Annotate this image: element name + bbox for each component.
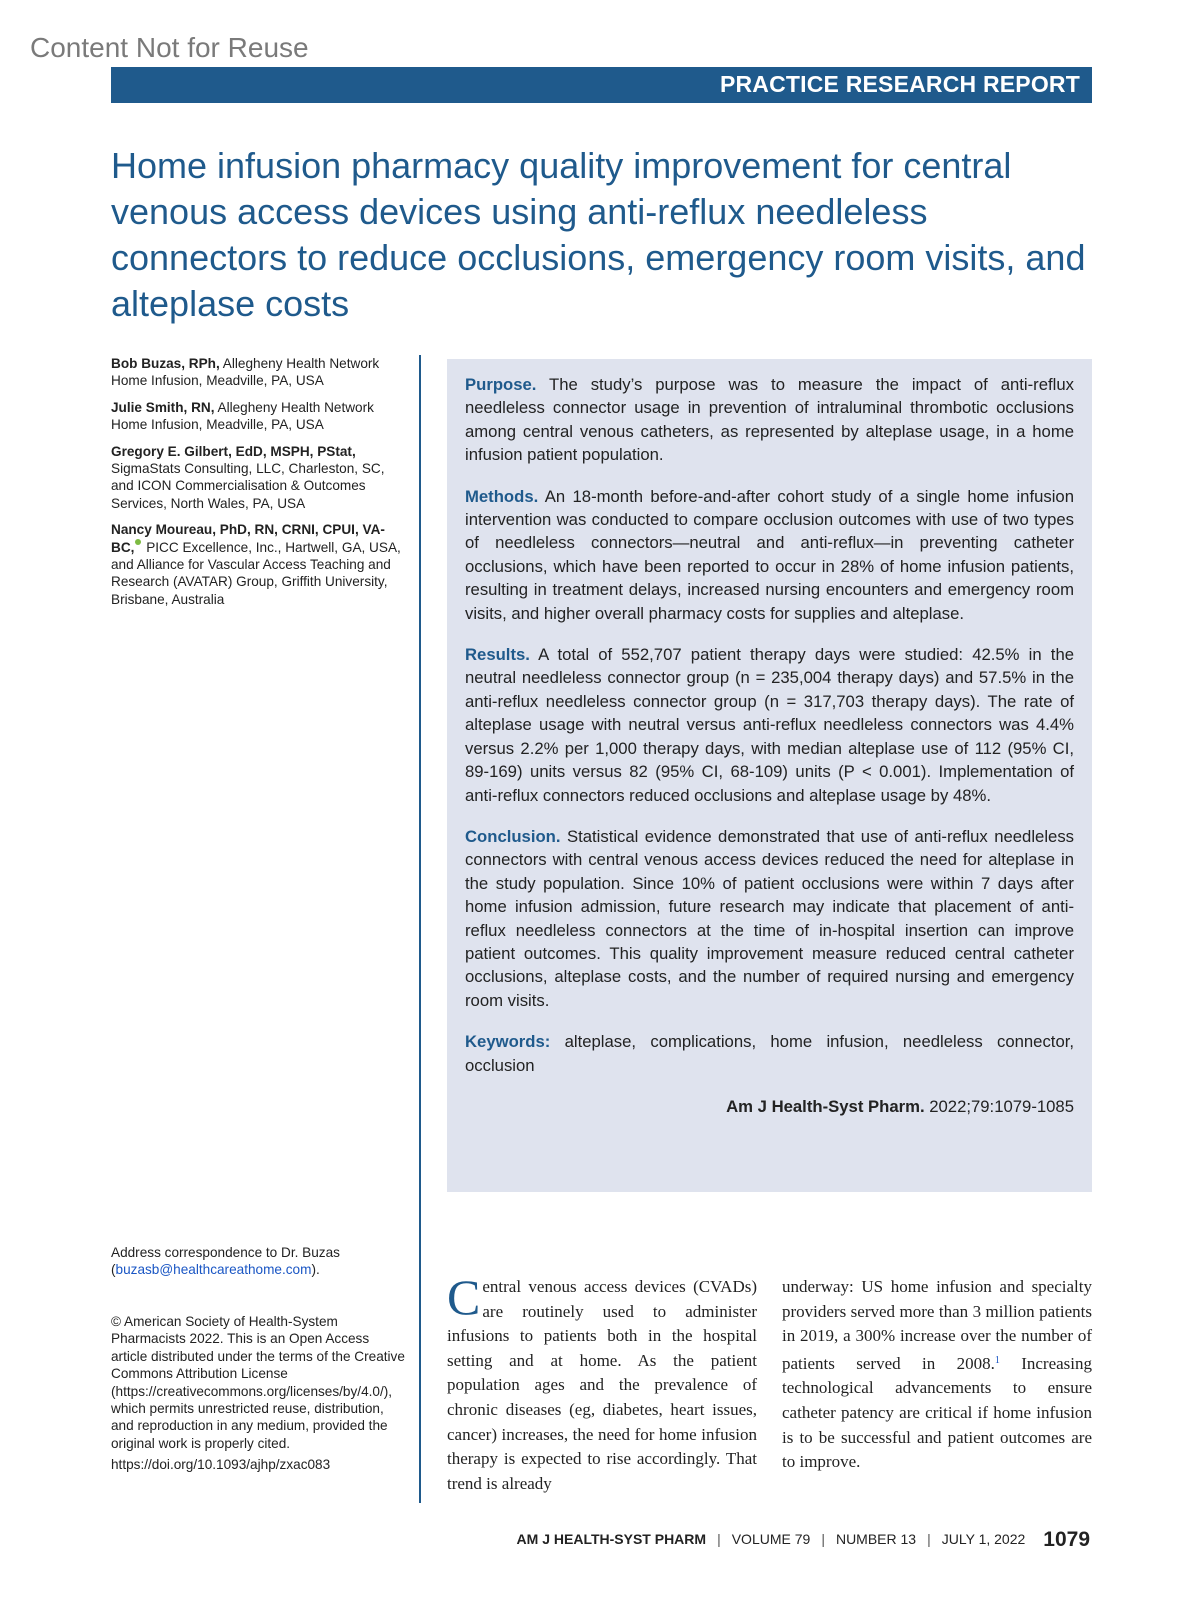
license-text: © American Society of Health-System Pharmacists 2022. This is an Open Access article distributed under the terms of the Creative Commons Attribution License (https://creativecommons.org/licenses/by/4.0/), which permits unrestricted reuse, distribution, and reproduction in any medium, provided the original work is properly cited.: [111, 1314, 405, 1451]
section-label: PRACTICE RESEARCH REPORT: [719, 71, 1080, 97]
author-affiliation: Allegheny Health Network Home Infusion, Meadville, PA, USA: [111, 356, 380, 389]
purpose-label: Purpose.: [465, 375, 537, 394]
license-note: [111, 1313, 406, 1478]
author-entry: [111, 443, 406, 513]
author-name: Julie Smith, RN,: [111, 399, 215, 415]
footer-date: JULY 1, 2022: [941, 1531, 1026, 1547]
page-number: 1079: [1043, 1528, 1090, 1551]
body-text-col1: entral venous access devices (CVADs) are routinely used to administer infusions to patients both in the hospital setting and at home. As the patient population ages and the prevalence of chronic diseases (eg, diabetes, heart issues, cancer) increases, the need for home infusion therapy is expected to rise accordingly. That trend is already: [447, 1277, 757, 1493]
abstract-box: [447, 359, 1092, 1192]
section-header-bar: [111, 67, 1092, 103]
author-entry: [111, 521, 406, 608]
author-affiliation: PICC Excellence, Inc., Hartwell, GA, USA, and Alliance for Vascular Access Teaching and Research (AVATAR) Group, Griffith University, Brisbane, Australia: [111, 539, 401, 607]
purpose-text: The study’s purpose was to measure the impact of anti-reflux needleless connector usage in prevention of intraluminal thrombotic occlusions among central venous catheters, as represented by alteplase usage, in a home infusion patient population.: [465, 375, 1074, 465]
abstract-citation: [465, 1095, 1074, 1118]
abstract-purpose: [465, 373, 1074, 467]
author-entry: [111, 355, 406, 390]
doi-link[interactable]: https://doi.org/10.1093/ajhp/zxac083: [111, 1457, 331, 1473]
watermark: Content Not for Reuse: [30, 32, 309, 63]
results-label: Results.: [465, 645, 530, 665]
conclusion-text: Statistical evidence demonstrated that use of anti-reflux needleless connectors with central venous access devices reduced the need for alteplase in the study population. Since 10% of patient occlusions were within 7 days after home infusion admission, future research may indicate that placement of anti-reflux needleless connectors at the time of in-hospital insertion can improve patient outcomes. This quality improvement measure reduced central catheter occlusions, alteplase costs, and the number of required nursing and emergency room visits.: [465, 826, 1075, 1010]
reference-link[interactable]: 1: [994, 1354, 1000, 1366]
author-affiliation: SigmaStats Consulting, LLC, Charleston, SC, and ICON Commercialisation & Outcomes Services, North Wales, PA, USA: [111, 461, 385, 511]
body-text-col2a: underway: US home infusion and specialty providers served more than 3 million patients in 2019, a 300% increase over the number of patients served in 2008.: [782, 1277, 1092, 1373]
abstract-conclusion: [465, 825, 1074, 1012]
correspondence-text: Address correspondence to Dr. Buzas: [111, 1245, 340, 1260]
citation-journal: Am J Health-Syst Pharm.: [726, 1096, 925, 1116]
body-text-col2b: Increasing technological advancements to ensure catheter patency are critical if home infusion is to be successful and patient outcomes are to improve.: [782, 1353, 1093, 1472]
correspondence-email-link[interactable]: buzasb@healthcareathome.com: [115, 1262, 312, 1278]
abstract-results: [465, 643, 1074, 807]
drop-cap: C: [447, 1269, 481, 1325]
footer-journal: AM J HEALTH-SYST PHARM: [516, 1531, 707, 1547]
author-list: [111, 355, 406, 617]
author-name: Nancy Moureau, PhD, RN, CRNI, CPUI, VA-BC,: [111, 522, 385, 555]
keywords-label: Keywords:: [465, 1032, 551, 1052]
page-footer: AM J HEALTH-SYST PHARM | VOLUME 79 | NUMBER 13 | JULY 1, 2022 1079: [516, 1528, 1090, 1551]
results-text: A total of 552,707 patient therapy days were studied: 42.5% in the neutral needleless connector group (n = 235,004 therapy days) and 57.5% in the anti-reflux needleless connector group (n = 317,703 therapy days). The rate of alteplase usage with neutral versus anti-reflux needleless connectors was 4.4% versus 2.2% per 1,000 therapy days, with median alteplase use of 112 (95% CI, 89-169) units versus 82 (95% CI, 68-109) units (P < 0.001). Implementation of anti-reflux connectors reduced occlusions and alteplase usage by 48%.: [465, 645, 1075, 805]
orcid-icon[interactable]: [135, 539, 141, 545]
conclusion-label: Conclusion.: [465, 826, 561, 846]
column-divider: [419, 355, 421, 1503]
keywords-text: alteplase, complications, home infusion, needleless connector, occlusion: [465, 1032, 1074, 1075]
methods-label: Methods.: [465, 486, 539, 506]
author-name: Gregory E. Gilbert, EdD, MSPH, PStat,: [111, 443, 356, 459]
abstract-methods: [465, 485, 1074, 625]
author-affiliation: Allegheny Health Network Home Infusion, Meadville, PA, USA: [111, 399, 374, 433]
footer-number: NUMBER 13: [835, 1531, 917, 1547]
author-entry: [111, 399, 406, 434]
body-column-2: [782, 1275, 1092, 1475]
body-column-1: [447, 1269, 757, 1496]
citation-ref: 2022;79:1079-1085: [929, 1096, 1074, 1116]
abstract-keywords: [465, 1030, 1074, 1077]
author-name: Bob Buzas, RPh,: [111, 356, 220, 371]
footer-volume: VOLUME 79: [731, 1531, 811, 1547]
methods-text: An 18-month before-and-after cohort study of a single home infusion intervention was conducted to compare occlusion outcomes with use of two types of needleless connectors—neutral and anti-reflux—in preventing catheter occlusions, which have been reported to occur in 28% of home infusion patients, resulting in treatment delays, increased nursing encounters and emergency room visits, and higher overall pharmacy costs for supplies and alteplase.: [465, 486, 1074, 623]
correspondence-note: Address correspondence to Dr. Buzas (buzasb@healthcareathome.com).: [111, 1245, 340, 1278]
article-title: Home infusion pharmacy quality improvement for central venous access devices using anti-reflux needleless connectors to reduce occlusions, emergency room visits, and alteplase costs: [111, 145, 1086, 324]
